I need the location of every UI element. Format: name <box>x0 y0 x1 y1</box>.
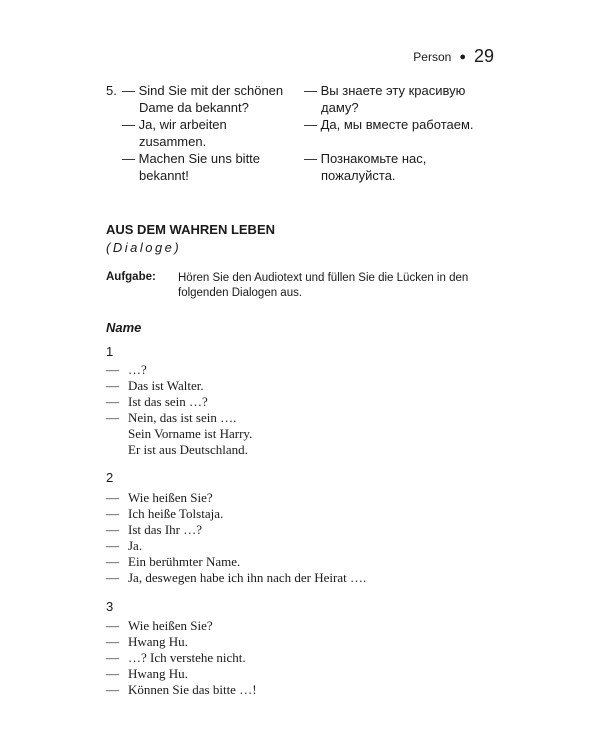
german-line: — Machen Sie uns bitte <box>122 151 261 166</box>
german-line: — Ja, wir arbeiten <box>122 117 227 132</box>
dialog-line: Sein Vorname ist Harry. <box>128 426 253 441</box>
dialog-line: Er ist aus Deutschland. <box>128 442 248 457</box>
dialog-line: — Hwang Hu. <box>106 634 188 649</box>
dialog-line: — Ist das sein …? <box>106 394 208 409</box>
dialog-number: 1 <box>106 344 114 359</box>
task-text: Hören Sie den Audiotext und füllen Sie die Lücken in den folgenden Dialogen aus. <box>178 272 469 299</box>
dialog-line: — Ein berühmter Name. <box>106 554 241 569</box>
task-label: Aufgabe: <box>106 271 156 283</box>
page-header <box>413 46 494 67</box>
dialog-line: — Ja, deswegen habe ich ihn nach der Heirat …. <box>106 570 367 585</box>
russian-line: пожалуйста. <box>321 168 396 183</box>
german-line: Dame da bekannt? <box>139 100 249 115</box>
dialog-line: — …? Ich verstehe nicht. <box>106 650 246 665</box>
topic-heading: Name <box>106 320 142 335</box>
german-line: — Sind Sie mit der schönen <box>122 83 284 98</box>
running-head: Person <box>413 49 452 64</box>
page-number: 29 <box>473 46 494 66</box>
dialog-1 <box>106 362 486 458</box>
russian-line: — Познакомьте нас, <box>304 151 427 166</box>
german-line: bekannt! <box>139 168 189 183</box>
dialog-line: — Hwang Hu. <box>106 666 188 681</box>
german-line: zusammen. <box>139 134 207 149</box>
section-title: AUS DEM WAHREN LEBEN <box>106 222 276 237</box>
dialog-3 <box>106 618 486 698</box>
dialog-line: — Ist das Ihr …? <box>106 522 203 537</box>
dialog-line: — Können Sie das bitte …! <box>106 682 257 697</box>
russian-line: — Вы знаете эту красивую <box>304 83 466 98</box>
exercise-number: 5. <box>106 83 117 98</box>
russian-line: — Да, мы вместе работаем. <box>304 117 474 132</box>
dialog-line: — Das ist Walter. <box>106 378 204 393</box>
russian-line: даму? <box>321 100 359 115</box>
section-subtitle: (Dialoge) <box>106 240 182 255</box>
dialog-line: — Wie heißen Sie? <box>106 490 213 505</box>
dialog-line: — Ja. <box>106 538 143 553</box>
dialog-line: — Wie heißen Sie? <box>106 618 213 633</box>
dialog-line: — Nein, das ist sein …. <box>106 410 237 425</box>
dialog-number: 2 <box>106 470 114 485</box>
dialog-line: — …? <box>106 362 147 377</box>
dialog-number: 3 <box>106 599 114 614</box>
bullet-separator: ● <box>459 50 466 63</box>
dialog-2 <box>106 490 486 586</box>
dialog-line: — Ich heiße Tolstaja. <box>106 506 224 521</box>
